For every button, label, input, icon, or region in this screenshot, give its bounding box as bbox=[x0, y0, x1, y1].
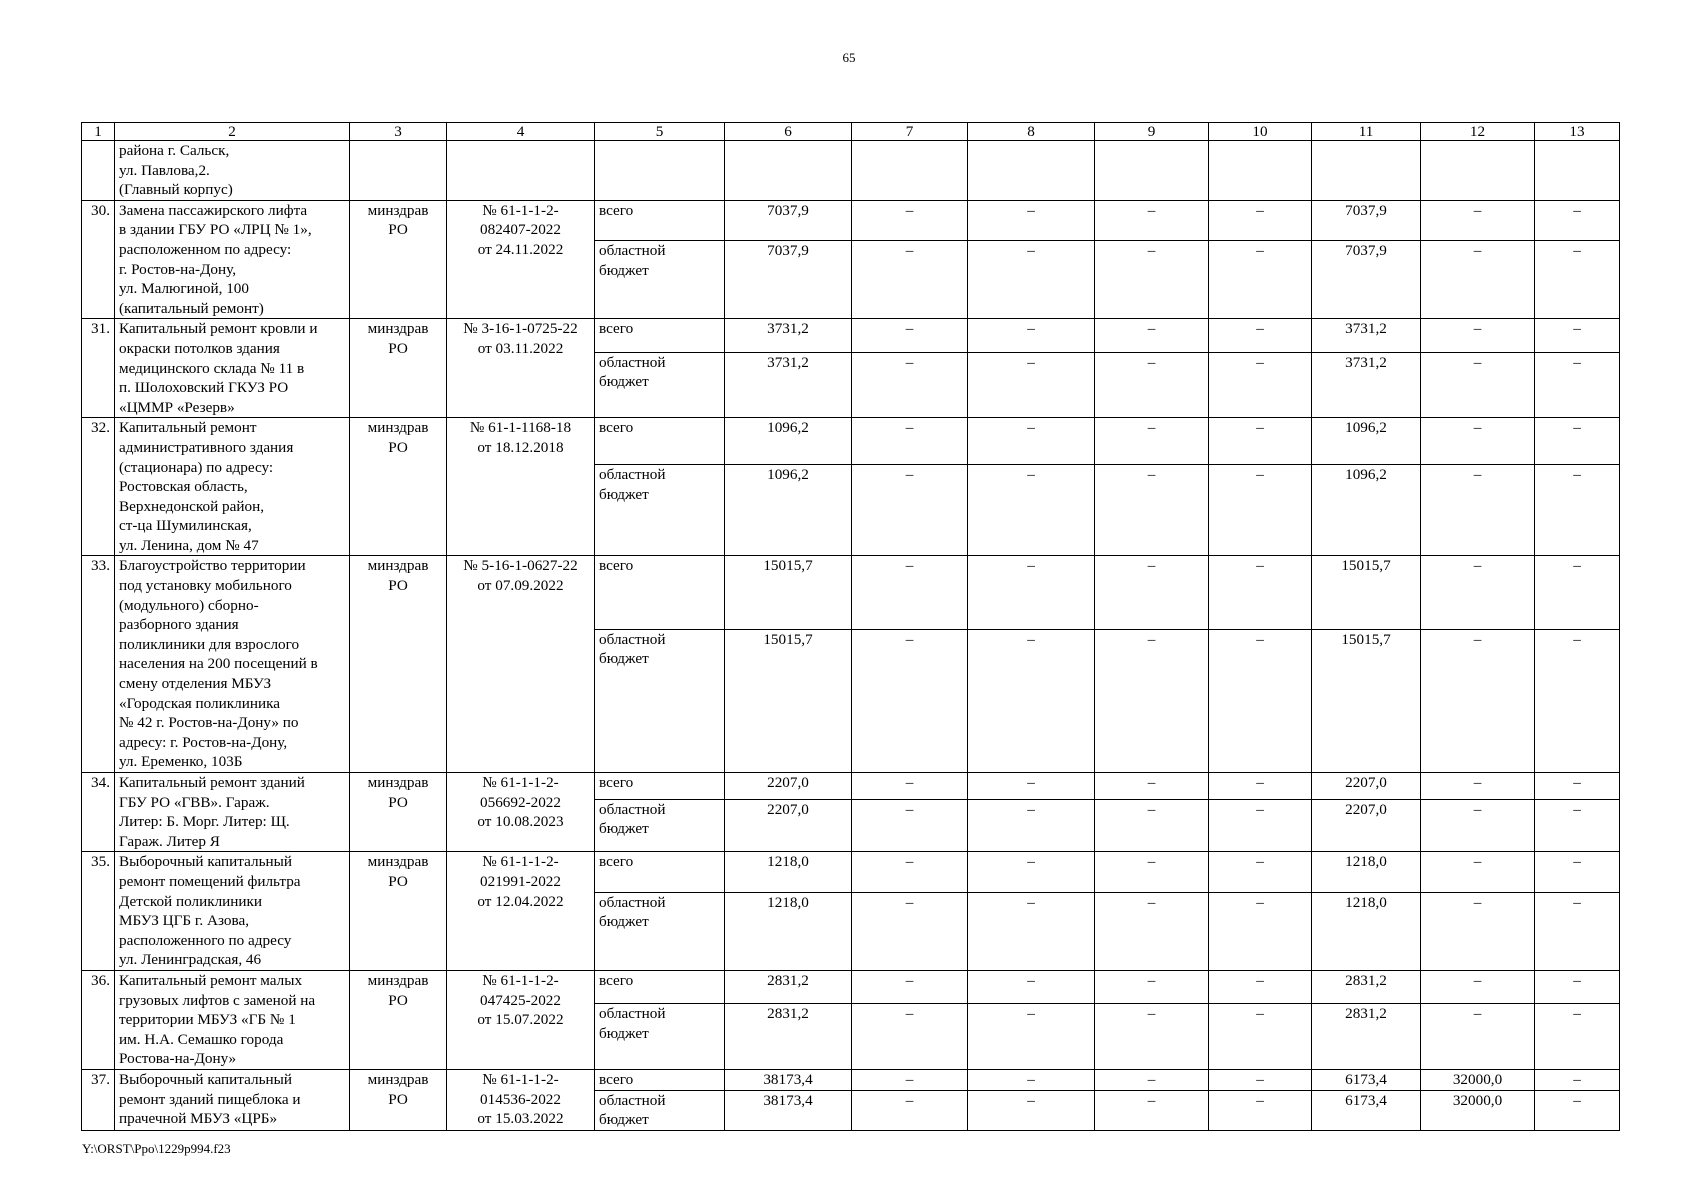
continuation-row bbox=[82, 141, 1620, 201]
object-name: Благоустройство территории под установку мобильного (модульного) сборно- разборного здания поликлиники для взрослого населения на 200 посещений в смену отделения МБУЗ «Городская поликлиника № 42 г. Ростов-на-Дону» по адресу: г. Ростов-на-Дону, ул. Еременко, 103Б bbox=[115, 556, 350, 773]
value-c10: – bbox=[1209, 629, 1312, 772]
value-c7: – bbox=[852, 418, 968, 465]
funding-source: всего bbox=[595, 852, 725, 892]
value-c10: – bbox=[1209, 465, 1312, 556]
value-c12: – bbox=[1421, 799, 1535, 851]
column-header: 4 bbox=[447, 123, 595, 141]
value-c10: – bbox=[1209, 799, 1312, 851]
value-c7: – bbox=[852, 465, 968, 556]
value-c10: – bbox=[1209, 773, 1312, 800]
object-name: Капитальный ремонт кровли и окраски потолков здания медицинского склада № 11 в п. Шолоховский ГКУЗ РО «ЦММР «Резерв» bbox=[115, 319, 350, 418]
column-header: 2 bbox=[115, 123, 350, 141]
empty-cell bbox=[1421, 141, 1535, 201]
funding-source: всего bbox=[595, 200, 725, 240]
funding-source: всего bbox=[595, 1069, 725, 1090]
customer: минздрав РО bbox=[350, 319, 447, 418]
object-name: Выборочный капитальный ремонт зданий пищеблока и прачечной МБУЗ «ЦРБ» bbox=[115, 1069, 350, 1130]
table-row bbox=[82, 556, 1620, 629]
value-c6: 38173,4 bbox=[725, 1090, 852, 1130]
value-c11: 2207,0 bbox=[1312, 799, 1421, 851]
row-number: 36. bbox=[82, 970, 115, 1069]
value-c6: 3731,2 bbox=[725, 352, 852, 417]
value-c13: – bbox=[1535, 629, 1620, 772]
value-c11: 2207,0 bbox=[1312, 773, 1421, 800]
value-c7: – bbox=[852, 1069, 968, 1090]
column-header: 10 bbox=[1209, 123, 1312, 141]
value-c11: 7037,9 bbox=[1312, 240, 1421, 318]
value-c10: – bbox=[1209, 892, 1312, 970]
value-c12: 32000,0 bbox=[1421, 1090, 1535, 1130]
value-c11: 2831,2 bbox=[1312, 970, 1421, 1004]
customer: минздрав РО bbox=[350, 1069, 447, 1130]
value-c6: 7037,9 bbox=[725, 200, 852, 240]
document-number: № 61-1-1-2- 056692-2022 от 10.08.2023 bbox=[447, 773, 595, 852]
value-c9: – bbox=[1095, 1004, 1209, 1069]
value-c12: – bbox=[1421, 892, 1535, 970]
value-c6: 3731,2 bbox=[725, 319, 852, 353]
value-c12: – bbox=[1421, 200, 1535, 240]
value-c13: – bbox=[1535, 799, 1620, 851]
value-c10: – bbox=[1209, 200, 1312, 240]
document-number: № 3-16-1-0725-22 от 03.11.2022 bbox=[447, 319, 595, 418]
value-c6: 1218,0 bbox=[725, 852, 852, 892]
value-c13: – bbox=[1535, 1090, 1620, 1130]
value-c8: – bbox=[968, 852, 1095, 892]
value-c9: – bbox=[1095, 200, 1209, 240]
table-row bbox=[82, 319, 1620, 353]
value-c7: – bbox=[852, 970, 968, 1004]
value-c7: – bbox=[852, 799, 968, 851]
value-c11: 15015,7 bbox=[1312, 629, 1421, 772]
value-c10: – bbox=[1209, 1090, 1312, 1130]
column-header: 11 bbox=[1312, 123, 1421, 141]
row-number: 35. bbox=[82, 852, 115, 971]
column-header: 8 bbox=[968, 123, 1095, 141]
value-c9: – bbox=[1095, 1069, 1209, 1090]
value-c11: 2831,2 bbox=[1312, 1004, 1421, 1069]
value-c13: – bbox=[1535, 418, 1620, 465]
value-c12: – bbox=[1421, 1004, 1535, 1069]
value-c10: – bbox=[1209, 1069, 1312, 1090]
customer: минздрав РО bbox=[350, 200, 447, 319]
value-c11: 7037,9 bbox=[1312, 200, 1421, 240]
value-c6: 2207,0 bbox=[725, 773, 852, 800]
value-c11: 1218,0 bbox=[1312, 892, 1421, 970]
value-c8: – bbox=[968, 1090, 1095, 1130]
object-name: Выборочный капитальный ремонт помещений фильтра Детской поликлиники МБУЗ ЦГБ г. Азова, расположенного по адресу ул. Ленинградская, 46 bbox=[115, 852, 350, 971]
value-c11: 6173,4 bbox=[1312, 1069, 1421, 1090]
value-c6: 7037,9 bbox=[725, 240, 852, 318]
document-number: № 61-1-1-2- 082407-2022 от 24.11.2022 bbox=[447, 200, 595, 319]
object-name: Капитальный ремонт административного здания (стационара) по адресу: Ростовская область, Верхнедонской район, ст-ца Шумилинская, ул. Ленина, дом № 47 bbox=[115, 418, 350, 556]
value-c9: – bbox=[1095, 970, 1209, 1004]
row-number: 30. bbox=[82, 200, 115, 319]
empty-cell bbox=[350, 141, 447, 201]
funding-source: областной бюджет bbox=[595, 1090, 725, 1130]
value-c13: – bbox=[1535, 319, 1620, 353]
column-number-row bbox=[82, 123, 1620, 141]
value-c13: – bbox=[1535, 773, 1620, 800]
empty-cell bbox=[595, 141, 725, 201]
value-c13: – bbox=[1535, 970, 1620, 1004]
document-number: № 61-1-1-2- 047425-2022 от 15.07.2022 bbox=[447, 970, 595, 1069]
table-row bbox=[82, 970, 1620, 1004]
table-row bbox=[82, 773, 1620, 800]
value-c9: – bbox=[1095, 892, 1209, 970]
value-c10: – bbox=[1209, 556, 1312, 629]
value-c12: – bbox=[1421, 418, 1535, 465]
funding-source: областной бюджет bbox=[595, 352, 725, 417]
value-c6: 15015,7 bbox=[725, 556, 852, 629]
customer: минздрав РО bbox=[350, 970, 447, 1069]
value-c7: – bbox=[852, 556, 968, 629]
value-c11: 1096,2 bbox=[1312, 418, 1421, 465]
object-name: Капитальный ремонт малых грузовых лифтов с заменой на территории МБУЗ «ГБ № 1 им. Н.А. Семашко города Ростова-на-Дону» bbox=[115, 970, 350, 1069]
document-number: № 61-1-1-2- 021991-2022 от 12.04.2022 bbox=[447, 852, 595, 971]
page-number: 65 bbox=[842, 50, 856, 65]
value-c9: – bbox=[1095, 319, 1209, 353]
value-c9: – bbox=[1095, 629, 1209, 772]
value-c10: – bbox=[1209, 352, 1312, 417]
value-c6: 15015,7 bbox=[725, 629, 852, 772]
value-c9: – bbox=[1095, 465, 1209, 556]
customer: минздрав РО bbox=[350, 852, 447, 971]
empty-cell bbox=[447, 141, 595, 201]
value-c7: – bbox=[852, 1090, 968, 1130]
value-c7: – bbox=[852, 773, 968, 800]
column-header: 6 bbox=[725, 123, 852, 141]
funding-source: всего bbox=[595, 773, 725, 800]
empty-cell bbox=[852, 141, 968, 201]
table-row bbox=[82, 852, 1620, 892]
value-c7: – bbox=[852, 352, 968, 417]
value-c7: – bbox=[852, 200, 968, 240]
object-name: Замена пассажирского лифта в здании ГБУ РО «ЛРЦ № 1», расположенном по адресу: г. Ростов-на-Дону, ул. Малюгиной, 100 (капитальный ремонт) bbox=[115, 200, 350, 319]
table-row bbox=[82, 200, 1620, 240]
value-c12: 32000,0 bbox=[1421, 1069, 1535, 1090]
value-c8: – bbox=[968, 892, 1095, 970]
value-c10: – bbox=[1209, 970, 1312, 1004]
document-number: № 61-1-1168-18 от 18.12.2018 bbox=[447, 418, 595, 556]
column-header: 3 bbox=[350, 123, 447, 141]
value-c9: – bbox=[1095, 240, 1209, 318]
value-c10: – bbox=[1209, 1004, 1312, 1069]
value-c11: 6173,4 bbox=[1312, 1090, 1421, 1130]
program-table bbox=[81, 122, 1620, 1131]
value-c12: – bbox=[1421, 970, 1535, 1004]
value-c7: – bbox=[852, 892, 968, 970]
empty-cell bbox=[1095, 141, 1209, 201]
value-c13: – bbox=[1535, 556, 1620, 629]
value-c10: – bbox=[1209, 852, 1312, 892]
funding-source: всего bbox=[595, 556, 725, 629]
value-c8: – bbox=[968, 1069, 1095, 1090]
object-name: Капитальный ремонт зданий ГБУ РО «ГВВ». Гараж. Литер: Б. Морг. Литер: Щ. Гараж. Литер Я bbox=[115, 773, 350, 852]
value-c13: – bbox=[1535, 352, 1620, 417]
value-c12: – bbox=[1421, 629, 1535, 772]
empty-cell bbox=[1209, 141, 1312, 201]
value-c8: – bbox=[968, 799, 1095, 851]
row-number: 37. bbox=[82, 1069, 115, 1130]
value-c11: 3731,2 bbox=[1312, 319, 1421, 353]
empty-cell bbox=[725, 141, 852, 201]
value-c13: – bbox=[1535, 892, 1620, 970]
value-c9: – bbox=[1095, 852, 1209, 892]
value-c9: – bbox=[1095, 799, 1209, 851]
value-c12: – bbox=[1421, 465, 1535, 556]
value-c13: – bbox=[1535, 1004, 1620, 1069]
value-c10: – bbox=[1209, 418, 1312, 465]
value-c9: – bbox=[1095, 1090, 1209, 1130]
value-c12: – bbox=[1421, 556, 1535, 629]
value-c7: – bbox=[852, 319, 968, 353]
value-c11: 1096,2 bbox=[1312, 465, 1421, 556]
value-c6: 1096,2 bbox=[725, 418, 852, 465]
table-row bbox=[82, 1069, 1620, 1090]
empty-cell bbox=[968, 141, 1095, 201]
value-c13: – bbox=[1535, 240, 1620, 318]
column-header: 7 bbox=[852, 123, 968, 141]
funding-source: областной бюджет bbox=[595, 799, 725, 851]
value-c6: 2831,2 bbox=[725, 1004, 852, 1069]
value-c7: – bbox=[852, 240, 968, 318]
value-c8: – bbox=[968, 418, 1095, 465]
empty-cell bbox=[1535, 141, 1620, 201]
value-c7: – bbox=[852, 629, 968, 772]
value-c8: – bbox=[968, 352, 1095, 417]
value-c11: 3731,2 bbox=[1312, 352, 1421, 417]
continuation-num-cell bbox=[82, 141, 115, 201]
funding-source: всего bbox=[595, 418, 725, 465]
table-row bbox=[82, 418, 1620, 465]
value-c8: – bbox=[968, 319, 1095, 353]
value-c8: – bbox=[968, 970, 1095, 1004]
value-c10: – bbox=[1209, 319, 1312, 353]
customer: минздрав РО bbox=[350, 773, 447, 852]
document-number: № 61-1-1-2- 014536-2022 от 15.03.2022 bbox=[447, 1069, 595, 1130]
value-c12: – bbox=[1421, 240, 1535, 318]
value-c9: – bbox=[1095, 556, 1209, 629]
funding-source: областной бюджет bbox=[595, 240, 725, 318]
value-c8: – bbox=[968, 629, 1095, 772]
value-c9: – bbox=[1095, 352, 1209, 417]
value-c12: – bbox=[1421, 773, 1535, 800]
funding-source: всего bbox=[595, 970, 725, 1004]
value-c13: – bbox=[1535, 1069, 1620, 1090]
column-header: 5 bbox=[595, 123, 725, 141]
funding-source: областной бюджет bbox=[595, 892, 725, 970]
value-c12: – bbox=[1421, 352, 1535, 417]
value-c13: – bbox=[1535, 852, 1620, 892]
value-c12: – bbox=[1421, 852, 1535, 892]
row-number: 34. bbox=[82, 773, 115, 852]
value-c8: – bbox=[968, 556, 1095, 629]
value-c11: 15015,7 bbox=[1312, 556, 1421, 629]
value-c12: – bbox=[1421, 319, 1535, 353]
funding-source: областной бюджет bbox=[595, 629, 725, 772]
value-c7: – bbox=[852, 852, 968, 892]
value-c13: – bbox=[1535, 465, 1620, 556]
value-c6: 2831,2 bbox=[725, 970, 852, 1004]
column-header: 12 bbox=[1421, 123, 1535, 141]
empty-cell bbox=[1312, 141, 1421, 201]
value-c8: – bbox=[968, 465, 1095, 556]
value-c13: – bbox=[1535, 200, 1620, 240]
footer-file-path: Y:\ORST\Ppo\1229p994.f23 bbox=[82, 1141, 231, 1156]
value-c8: – bbox=[968, 240, 1095, 318]
value-c6: 2207,0 bbox=[725, 799, 852, 851]
funding-source: всего bbox=[595, 319, 725, 353]
value-c6: 1218,0 bbox=[725, 892, 852, 970]
column-header: 9 bbox=[1095, 123, 1209, 141]
value-c11: 1218,0 bbox=[1312, 852, 1421, 892]
value-c6: 1096,2 bbox=[725, 465, 852, 556]
document-number: № 5-16-1-0627-22 от 07.09.2022 bbox=[447, 556, 595, 773]
customer: минздрав РО bbox=[350, 418, 447, 556]
column-header: 1 bbox=[82, 123, 115, 141]
row-number: 33. bbox=[82, 556, 115, 773]
value-c8: – bbox=[968, 200, 1095, 240]
value-c9: – bbox=[1095, 773, 1209, 800]
customer: минздрав РО bbox=[350, 556, 447, 773]
value-c10: – bbox=[1209, 240, 1312, 318]
row-number: 31. bbox=[82, 319, 115, 418]
value-c6: 38173,4 bbox=[725, 1069, 852, 1090]
value-c7: – bbox=[852, 1004, 968, 1069]
value-c8: – bbox=[968, 1004, 1095, 1069]
value-c8: – bbox=[968, 773, 1095, 800]
funding-source: областной бюджет bbox=[595, 465, 725, 556]
continuation-name: района г. Сальск, ул. Павлова,2. (Главный корпус) bbox=[115, 141, 350, 201]
column-header: 13 bbox=[1535, 123, 1620, 141]
value-c9: – bbox=[1095, 418, 1209, 465]
row-number: 32. bbox=[82, 418, 115, 556]
funding-source: областной бюджет bbox=[595, 1004, 725, 1069]
